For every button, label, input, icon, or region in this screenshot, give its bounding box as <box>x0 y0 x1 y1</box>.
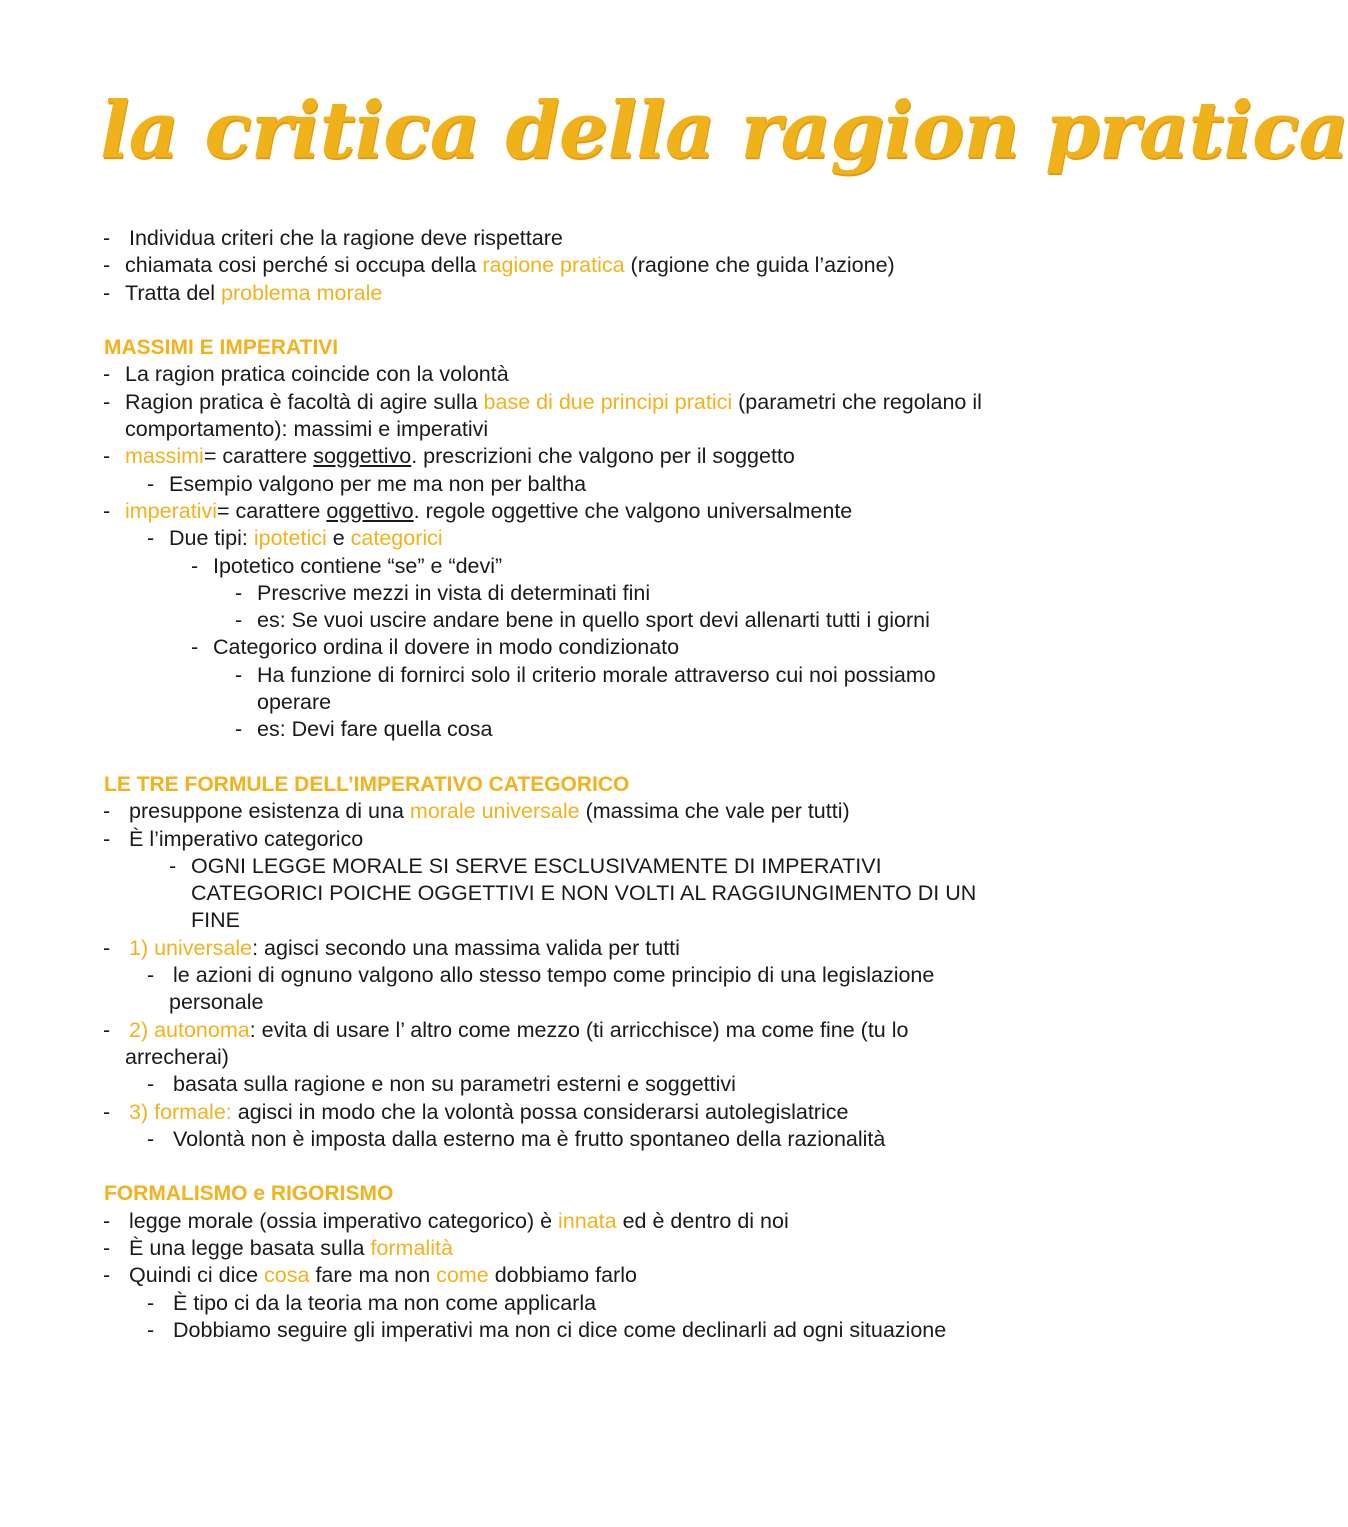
list-item <box>169 1126 1004 1153</box>
underlined-text: oggettivo <box>326 498 414 523</box>
section-heading-formule: LE TRE FORMULE DELL’IMPERATIVO CATEGORICO <box>104 772 630 796</box>
list-item <box>125 1208 1004 1235</box>
intro-list <box>104 225 1004 307</box>
list-item <box>125 389 1004 444</box>
section-heading-formalismo: FORMALISMO e RIGORISMO <box>104 1182 394 1206</box>
text: es: Se vuoi uscire andare bene in quello sport devi allenarti tutti i giorni <box>257 608 930 633</box>
list-item <box>125 361 1004 388</box>
text: : agisci secondo una massima valida per tutti <box>252 935 680 960</box>
list-item <box>125 1262 1004 1344</box>
list-item <box>125 935 1004 1017</box>
sub-list <box>125 1071 1004 1098</box>
list-item <box>213 634 1004 743</box>
highlight-text: 2) autonoma <box>129 1017 250 1042</box>
list-item <box>125 1235 1004 1262</box>
highlight-text: innata <box>558 1208 617 1233</box>
list-item <box>169 1290 1004 1317</box>
page-title: la critica della ragion pratica <box>100 85 1348 176</box>
highlight-text: cosa <box>264 1263 310 1288</box>
text: e <box>326 526 351 551</box>
list-item <box>125 443 1004 498</box>
text: fare ma non <box>309 1263 437 1288</box>
text: OGNI LEGGE MORALE SI SERVE ESCLUSIVAMENTE DI IMPERATIVI CATEGORICI POICHE OGGETTIVI E NON VOLTI AL RAGGIUNGIMENTO DI UN FINE <box>191 853 977 933</box>
sub-list <box>125 1126 1004 1153</box>
text: (parametri che regolano il comportamento): massimi e imperativi <box>125 389 982 442</box>
text: = carattere <box>203 444 314 469</box>
highlight-text: imperativi <box>125 498 217 523</box>
highlight-text: problema morale <box>221 280 383 305</box>
sub-list <box>125 525 1004 743</box>
highlight-text: ragione pratica <box>482 253 625 278</box>
list-item <box>257 716 1004 743</box>
sub-list <box>213 580 1004 635</box>
list-item <box>125 1099 1004 1154</box>
text: Individua criteri che la ragione deve rispettare <box>129 226 563 250</box>
list-item <box>257 607 1004 634</box>
list-item <box>191 853 1004 935</box>
text: (massima che vale per tutti) <box>579 799 850 824</box>
list-item <box>169 1317 1004 1344</box>
sub-list <box>169 553 1004 744</box>
text: presuppone esistenza di una <box>129 799 410 824</box>
highlight-text: 1) universale <box>129 935 253 960</box>
formalismo-list <box>104 1208 1004 1344</box>
text: Tratta del <box>125 280 221 305</box>
highlight-text: categorici <box>350 526 443 551</box>
list-item <box>257 580 1004 607</box>
highlight-text: morale universale <box>409 799 580 824</box>
text: basata sulla ragione e non su parametri esterni e soggettivi <box>173 1072 736 1097</box>
list-item <box>125 252 1004 279</box>
sub-list <box>125 853 1004 935</box>
sub-list <box>125 1290 1004 1345</box>
highlight-text: formalità <box>370 1235 453 1260</box>
underlined-text: soggettivo <box>313 444 412 469</box>
list-item <box>169 525 1004 743</box>
text: Volontà non è imposta dalla esterno ma è frutto spontaneo della razionalità <box>173 1126 886 1151</box>
massimi-list <box>104 361 1004 743</box>
text: È una legge basata sulla <box>129 1235 371 1260</box>
notes-body <box>104 225 1004 1344</box>
text: Due tipi: <box>169 526 254 551</box>
text: (ragione che guida l’azione) <box>624 253 895 278</box>
text: È tipo ci da la teoria ma non come applicarla <box>173 1290 597 1315</box>
highlight-text: come <box>436 1263 489 1288</box>
highlight-text: massimi <box>125 444 204 469</box>
sub-list <box>213 662 1004 744</box>
text: legge morale (ossia imperativo categorico) è <box>129 1208 559 1233</box>
text: Ipotetico contiene “se” e “devi” <box>213 553 503 578</box>
sub-list <box>125 471 1004 498</box>
list-item <box>169 962 1004 1017</box>
text: agisci in modo che la volontà possa considerarsi autolegislatrice <box>231 1099 849 1124</box>
list-item <box>213 553 1004 635</box>
text: : evita di usare l’ altro come mezzo (ti arricchisce) ma come fine (tu lo arrecherai) <box>125 1017 909 1069</box>
text: ed è dentro di noi <box>616 1208 789 1233</box>
text: Ragion pratica è facoltà di agire sulla <box>125 389 484 414</box>
sub-list <box>125 962 1004 1017</box>
text: chiamata cosi perché si occupa della <box>125 253 483 278</box>
text: Dobbiamo seguire gli imperativi ma non ci dice come declinarli ad ogni situazione <box>173 1317 947 1342</box>
text: Quindi ci dice <box>129 1263 265 1288</box>
list-item <box>125 498 1004 744</box>
text: È l’imperativo categorico <box>129 826 364 851</box>
list-item <box>125 225 1004 252</box>
formule-list <box>104 798 1004 1153</box>
highlight-text: base di due principi pratici <box>483 389 733 414</box>
list-item <box>169 471 1004 498</box>
highlight-text: ipotetici <box>253 526 327 551</box>
text: . prescrizioni che valgono per il soggetto <box>411 444 795 469</box>
text: Ha funzione di fornirci solo il criterio morale attraverso cui noi possiamo operare <box>257 662 936 715</box>
text: Categorico ordina il dovere in modo condizionato <box>213 635 680 660</box>
text: = carattere <box>217 498 327 523</box>
list-item <box>257 662 1004 717</box>
text: es: Devi fare quella cosa <box>257 717 493 742</box>
text: dobbiamo farlo <box>488 1263 637 1288</box>
section-heading-massimi: MASSIMI E IMPERATIVI <box>104 336 339 360</box>
list-item <box>125 826 1004 935</box>
list-item <box>125 280 1004 307</box>
text: Esempio valgono per me ma non per baltha <box>169 471 587 496</box>
text: le azioni di ognuno valgono allo stesso tempo come principio di una legislazione personale <box>169 963 935 1015</box>
highlight-text: 3) formale: <box>129 1099 232 1124</box>
text: . regole oggettive che valgono universalmente <box>413 498 853 523</box>
list-item <box>169 1071 1004 1098</box>
text: Prescrive mezzi in vista di determinati fini <box>257 580 651 605</box>
text: La ragion pratica coincide con la volontà <box>125 362 509 387</box>
list-item <box>125 1017 1004 1099</box>
list-item <box>125 798 1004 825</box>
